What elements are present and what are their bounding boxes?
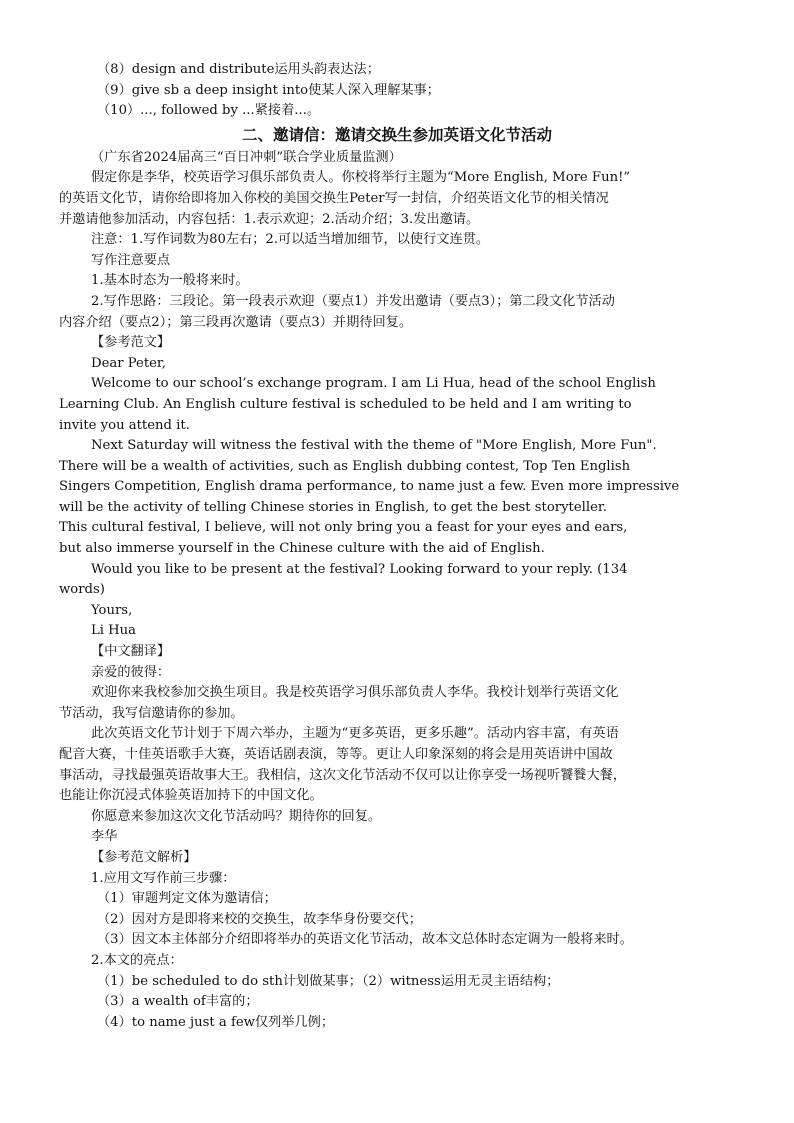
text-line: will be the activity of telling Chinese stories in English, to get the best storyteller. (59, 499, 607, 515)
text-line: （9）give sb a deep insight into使某人深入理解某事； (97, 82, 440, 98)
text-line: 2.写作思路：三段论。第一段表示欢迎（要点1）并发出邀请（要点3）；第二段文化节活动 (91, 293, 615, 309)
text-line: 事活动，寻找最强英语故事大王。我相信，这次文化节活动不仅可以让你享受一场视听饕餮大餐， (59, 767, 627, 783)
text-line: （2）因对方是即将来校的交换生，故李华身份要交代； (97, 911, 422, 927)
text-line: 2.本文的亮点： (91, 952, 183, 968)
text-line: 李华 (91, 829, 118, 845)
text-line: but also immerse yourself in the Chinese culture with the aid of English. (59, 541, 545, 557)
text-line: 此次英语文化节计划于下周六举办，主题为“更多英语，更多乐趣”。活动内容丰富，有英语 (91, 726, 619, 742)
text-line: 内容介绍（要点2）；第三段再次邀请（要点3）并期待回复。 (59, 314, 413, 330)
text-line: 【中文翻译】 (91, 644, 171, 660)
text-line: 亲爱的彼得： (91, 664, 171, 680)
text-line: （10）..., followed by ...紧接着...。 (97, 103, 321, 119)
text-line: 1.基本时态为一般将来时。 (91, 273, 249, 289)
text-line: invite you attend it. (59, 417, 190, 433)
text-line: Next Saturday will witness the festival with the theme of "More English, More Fun". (91, 438, 657, 454)
text-line: Dear Peter, (91, 355, 166, 371)
text-line: There will be a wealth of activities, such as English dubbing contest, Top Ten English (59, 458, 631, 474)
text-line: 你愿意来参加这次文化节活动吗？期待你的回复。 (91, 808, 382, 824)
document-page (59, 60, 735, 1033)
text-line: 写作注意要点 (91, 252, 171, 268)
text-line: words) (59, 582, 105, 598)
text-line: Welcome to our school’s exchange program. I am Li Hua, head of the school English (91, 376, 656, 392)
text-line: 欢迎你来我校参加交换生项目。我是校英语学习俱乐部负责人李华。我校计划举行英语文化 (91, 685, 619, 701)
text-line: 1.应用文写作前三步骤： (91, 870, 236, 886)
text-line: （8）design and distribute运用头韵表达法； (97, 62, 380, 77)
text-line: （3）因文本主体部分介绍即将举办的英语文化节活动，故本文总体时态定调为一般将来时。 (97, 932, 633, 948)
text-line: 也能让你沉浸式体验英语加持下的中国文化。 (59, 788, 323, 804)
text-line: Singers Competition, English drama performance, to name just a few. Even more impressive (59, 479, 680, 495)
text-line: （1）审题判定文体为邀请信； (97, 891, 277, 907)
text-line: 【参考范文解析】 (91, 849, 197, 865)
text-line: Learning Club. An English culture festival is scheduled to be held and I am writing to (59, 396, 632, 412)
text-line: 注意：1.写作词数为80左右；2.可以适当增加细节，以使行文连贯。 (91, 232, 490, 248)
text-line: 节活动，我写信邀请你的参加。 (59, 705, 244, 721)
text-line: 的英语文化节，请你给即将加入你校的美国交换生Peter写一封信，介绍英语文化节的相关情况 (59, 190, 609, 206)
text-line: Yours, (91, 602, 133, 618)
text-line: （广东省2024届高三“百日冲刺”联合学业质量监测） (91, 149, 402, 165)
text-line: 【参考范文】 (91, 335, 171, 351)
text-line: （3）a wealth of丰富的； (97, 994, 259, 1010)
text-line: 配音大赛，十佳英语歌手大赛，英语话剧表演，等等。更让人印象深刻的将会是用英语讲中国故 (59, 747, 613, 762)
text-line: Would you like to be present at the festival? Looking forward to your reply. (134 (91, 561, 628, 577)
text-line: Li Hua (91, 623, 137, 639)
text-line: 并邀请他参加活动，内容包括：1.表示欢迎；2.活动介绍；3.发出邀请。 (59, 211, 480, 227)
section-heading: 二、邀请信：邀请交换生参加英语文化节活动 (241, 124, 552, 144)
text-line: 假定你是李华，校英语学习俱乐部负责人。你校将举行主题为“More English, More Fun!” (91, 170, 631, 186)
text-line: （4）to name just a few仅列举几例； (97, 1014, 335, 1030)
text-line: This cultural festival, I believe, will not only bring you a feast for your eyes and ears, (59, 520, 628, 536)
text-line: （1）be scheduled to do sth计划做某事；（2）witness运用无灵主语结构； (97, 973, 560, 989)
